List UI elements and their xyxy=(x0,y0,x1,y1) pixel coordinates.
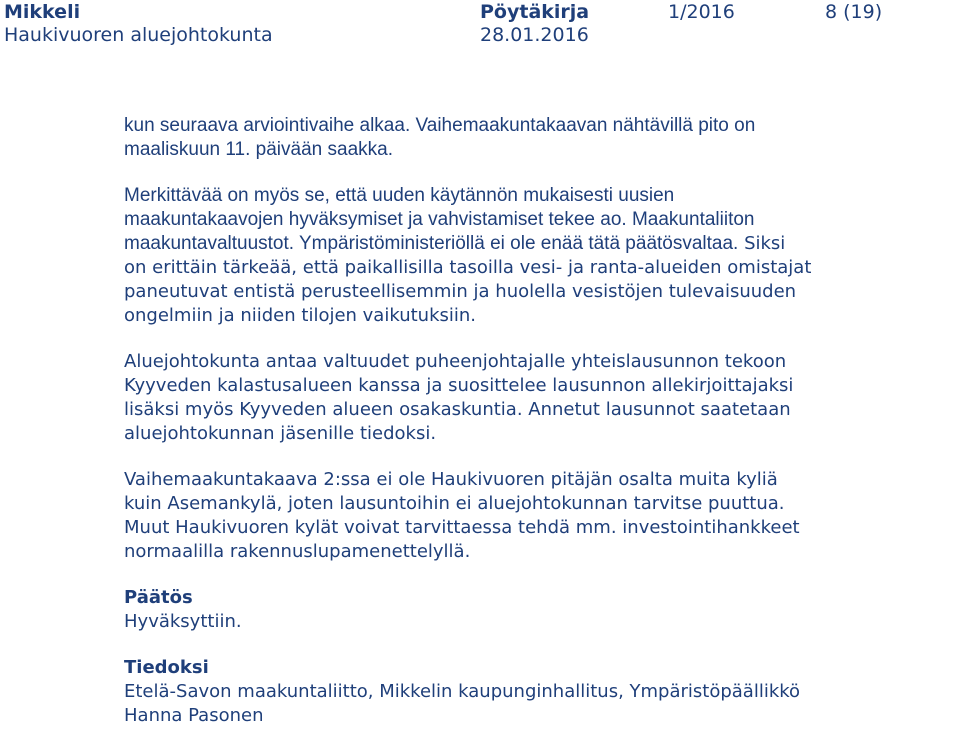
decision-section xyxy=(124,586,924,634)
document-body xyxy=(124,114,924,750)
committee-name: Haukivuoren aluejohtokunta xyxy=(4,24,273,46)
text-line: paneutuvat entistä perusteellisemmin ja huolella vesistöjen tulevaisuuden xyxy=(124,281,797,302)
decision-heading: Päätös xyxy=(124,587,193,608)
organization-name: Mikkeli xyxy=(4,1,81,23)
text-segment: Siksi xyxy=(738,233,786,254)
meeting-number: 1/2016 xyxy=(668,1,735,23)
text-line: Hanna Pasonen xyxy=(124,705,264,726)
notices-heading: Tiedoksi xyxy=(124,657,209,678)
text-line: Muut Haukivuoren kylät voivat tarvittaessa tehdä mm. investointihankkeet xyxy=(124,517,800,538)
text-line: maakuntakaavojen hyväksymiset ja vahvistamiset tekee ao. Maakuntaliiton xyxy=(124,209,755,230)
text-line: Aluejohtokunta antaa valtuudet puheenjohtajalle yhteislausunnon tekoon xyxy=(124,351,787,372)
text-line: maaliskuun 11. päivään saakka. xyxy=(124,139,393,160)
paragraph-review-phase xyxy=(124,114,924,162)
meeting-date: 28.01.2016 xyxy=(480,24,589,46)
decision-text: Hyväksyttiin. xyxy=(124,611,242,632)
notices-section xyxy=(124,656,924,728)
page-number: 8 (19) xyxy=(825,1,883,23)
text-line: Merkittävää on myös se, että uuden käytännön mukaisesti uusien xyxy=(124,185,675,206)
text-line: kun seuraava arviointivaihe alkaa. Vaihemaakuntakaavan nähtävillä pito on xyxy=(124,115,756,136)
document-type: Pöytäkirja xyxy=(480,1,590,23)
text-line: ongelmiin ja niiden tilojen vaikutuksiin. xyxy=(124,305,477,326)
paragraph-villages xyxy=(124,468,924,564)
text-line: kuin Asemankylä, joten lausuntoihin ei aluejohtokunnan tarvitse puuttua. xyxy=(124,493,785,514)
page-header xyxy=(0,0,960,50)
text-line: lisäksi myös Kyyveden alueen osakaskuntia. Annetut lausunnot saatetaan xyxy=(124,399,791,420)
paragraph-authorization xyxy=(124,350,924,446)
paragraph-new-practice xyxy=(124,184,924,328)
text-line: on erittäin tärkeää, että paikallisilla tasoilla vesi- ja ranta-alueiden omistajat xyxy=(124,257,812,278)
text-line: Etelä-Savon maakuntaliitto, Mikkelin kaupunginhallitus, Ympäristöpäällikkö xyxy=(124,681,801,702)
text-line: normaalilla rakennuslupamenettelyllä. xyxy=(124,541,471,562)
text-line: Vaihemaakuntakaava 2:ssa ei ole Haukivuoren pitäjän osalta muita kyliä xyxy=(124,469,778,490)
text-line-mixed xyxy=(124,232,924,256)
text-segment: maakuntavaltuustot. Ympäristöministeriöllä ei ole enää tätä päätösvaltaa. xyxy=(124,233,739,254)
text-line: aluejohtokunnan jäsenille tiedoksi. xyxy=(124,423,437,444)
text-line: Kyyveden kalastusalueen kanssa ja suosittelee lausunnon allekirjoittajaksi xyxy=(124,375,794,396)
notices-recipients xyxy=(124,680,924,728)
